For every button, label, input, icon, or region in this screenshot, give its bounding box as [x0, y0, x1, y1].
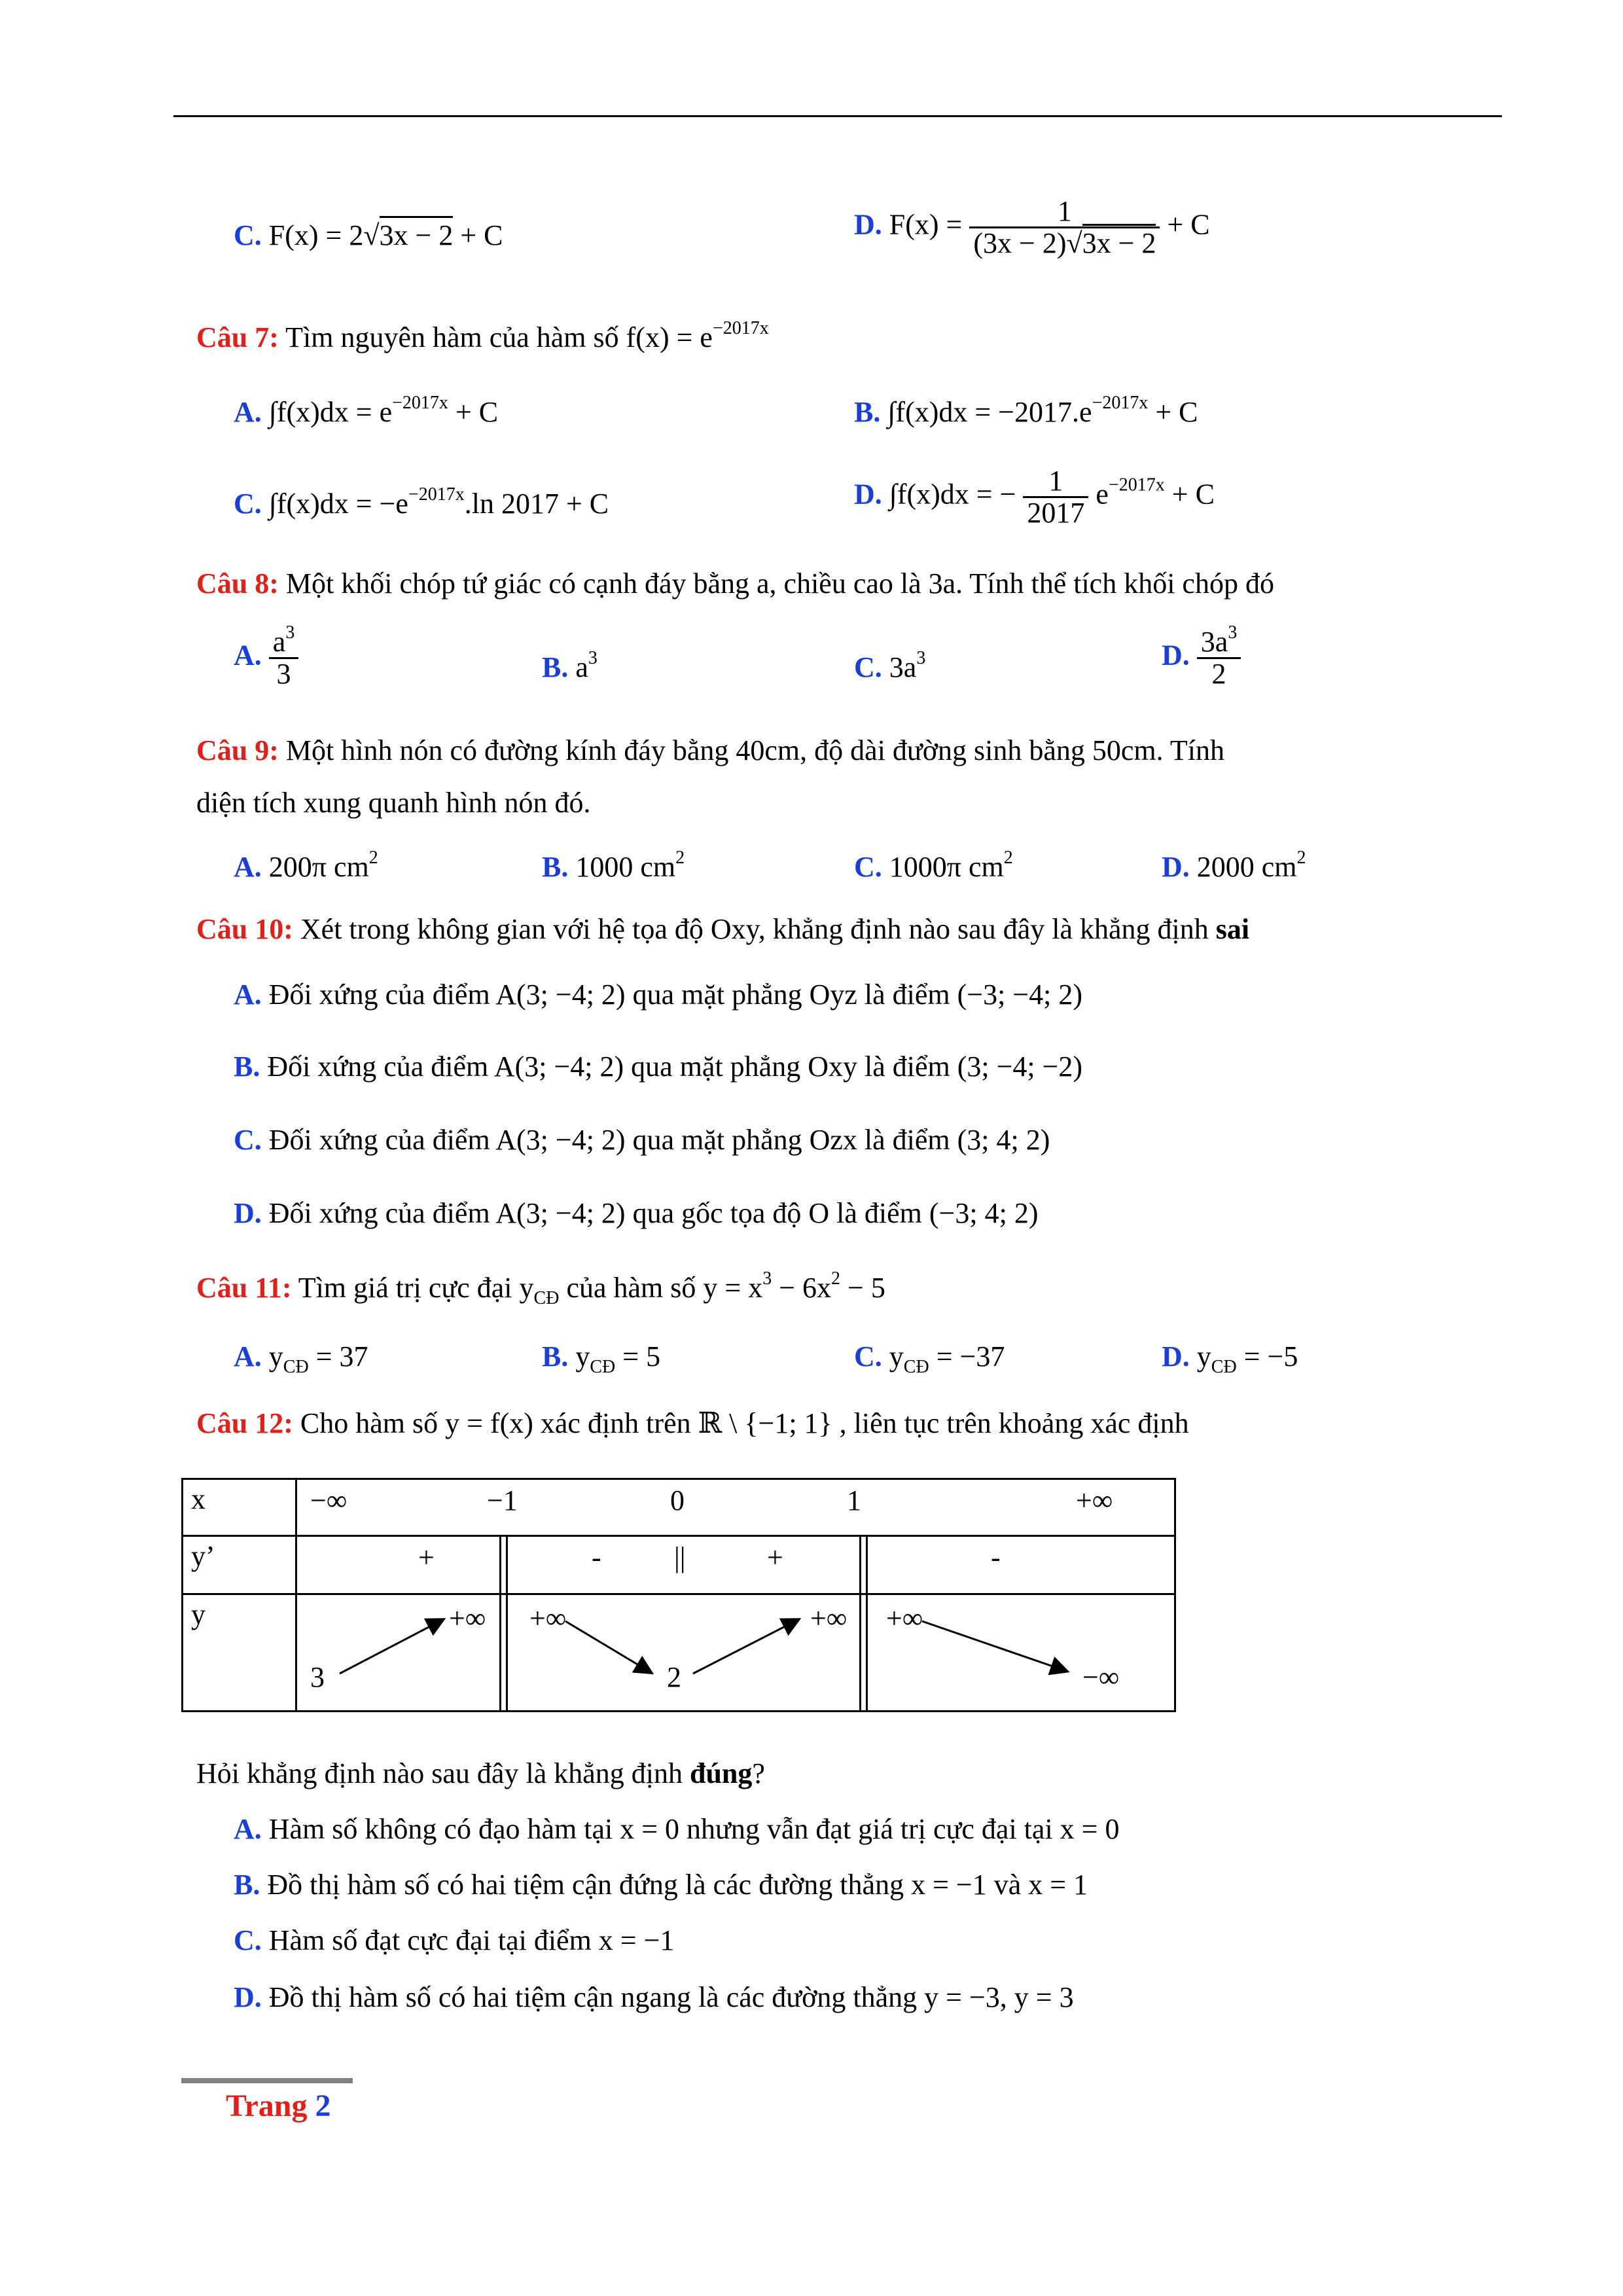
q6-option-d: D. F(x) = $\frac{1}{(3x - 2)√3x - 2}$ + C: [854, 195, 1210, 259]
variation-arrows: [297, 1595, 1174, 1710]
q12-option-c: C. Hàm số đạt cực đại tại điểm x = −1: [234, 1924, 675, 1956]
x-value: 1: [847, 1484, 861, 1516]
q6-d-fraction: $\frac{1}{(3x - 2)√3x - 2}$: [969, 196, 1160, 259]
yp-sign: +: [767, 1541, 783, 1573]
yp-sign: -: [592, 1541, 601, 1573]
q10-stem: Câu 10: Xét trong không gian với hệ tọa độ Oxy, khẳng định nào sau đây là khẳng định sai: [196, 913, 1250, 945]
arrow-decreasing: [565, 1621, 651, 1672]
q9-option-a: A. 200π $cm^2$: [234, 848, 378, 883]
q10-option-d: D. Đối xứng của điểm A(3; −4; 2) qua gốc tọa độ O là điểm (−3; 4; 2): [234, 1197, 1039, 1229]
footer-bar: [181, 2078, 353, 2083]
double-bar: [506, 1537, 508, 1593]
q7-option-a: A. $\int f(x)dx = e^{-2017x} + C$: [234, 393, 499, 428]
q10-option-c: C. Đối xứng của điểm A(3; −4; 2) qua mặt phẳng Ozx là điểm (3; 4; 2): [234, 1124, 1050, 1156]
q9-option-d: D. 2000 $cm^2$: [1162, 848, 1306, 883]
q7-option-b: B. $\int f(x)dx = -2017.e^{-2017x} + C$: [854, 393, 1198, 428]
q7-stem: Câu 7: Tìm nguyên hàm của hàm số $f(x) = e^{-2017x}$: [196, 318, 769, 353]
yp-sign: -: [991, 1541, 1001, 1573]
q12-option-b: B. Đồ thị hàm số có hai tiệm cận đứng là các đường thẳng x = −1 và x = 1: [234, 1869, 1088, 1901]
q8-option-a: A. $\frac{a^3}{3}$: [234, 627, 298, 689]
q11-option-a: A. $y_{CĐ} = 37$: [234, 1340, 368, 1377]
y-value: +∞: [529, 1602, 567, 1634]
q12-option-d: D. Đồ thị hàm số có hai tiệm cận ngang là các đường thẳng y = −3, y = 3: [234, 1981, 1074, 2013]
q9-stem: Câu 9: Một hình nón có đường kính đáy bằng 40cm, độ dài đường sinh bằng 50cm. Tính: [196, 734, 1224, 766]
table-row-y-label: y: [183, 1594, 296, 1712]
x-value: 0: [670, 1484, 685, 1516]
page-number: Trang 2: [226, 2089, 331, 2123]
q9-stem-line2: diện tích xung quanh hình nón đó.: [196, 787, 591, 819]
q9-option-c: C. 1000π $cm^2$: [854, 848, 1013, 883]
yp-sign: +: [418, 1541, 435, 1573]
double-bar: [859, 1537, 861, 1593]
x-value: +∞: [1076, 1484, 1113, 1516]
x-value: −1: [487, 1484, 518, 1516]
y-value: −∞: [1082, 1661, 1120, 1693]
q12-option-a: A. Hàm số không có đạo hàm tại x = 0 nhưng vẫn đạt giá trị cực đại tại x = 0: [234, 1813, 1120, 1845]
variation-table: [181, 1478, 1176, 1712]
arrow-increasing: [340, 1620, 442, 1674]
double-bar: [866, 1537, 868, 1593]
y-value: +∞: [810, 1602, 847, 1634]
q8-option-b: B. $a^3$: [542, 648, 597, 683]
table-row-x: [296, 1479, 1175, 1536]
q6-option-c: C. F(x) = 2√3x − 2 + C: [234, 216, 503, 255]
q11-stem: Câu 11: Tìm giá trị cực đại $y_{CĐ}$ của hàm số $y = x^3 - 6x^2 - 5$: [196, 1268, 885, 1308]
y-value: +∞: [449, 1602, 486, 1634]
q10-option-b: B. Đối xứng của điểm A(3; −4; 2) qua mặt phẳng Oxy là điểm (3; −4; −2): [234, 1050, 1083, 1083]
table-row-yp-label: y’: [183, 1536, 296, 1594]
yp-sign: ||: [674, 1541, 686, 1573]
q7-option-d: D. ∫f(x)dx = − $\frac{1}{2017}$ $e^{-2017x} + C$: [854, 465, 1215, 529]
q7-option-c: C. $\int f(x)dx = -e^{-2017x}.\ln$ 2017 + C: [234, 484, 609, 520]
q12-question: Hỏi khẳng định nào sau đây là khẳng định đúng?: [196, 1757, 765, 1789]
q8-option-d: D. $\frac{3a^3}{2}$: [1162, 627, 1241, 689]
q12-stem: Câu 12: Cho hàm số y = f(x) xác định trên ℝ \ {−1; 1} , liên tục trên khoảng xác định: [196, 1407, 1189, 1439]
x-value: −∞: [310, 1484, 348, 1516]
q11-option-d: D. $y_{CĐ} = -5$: [1162, 1340, 1298, 1377]
q11-option-c: C. $y_{CĐ} = -37$: [854, 1340, 1005, 1377]
table-row-y: [296, 1594, 1175, 1712]
table-row-x-label: x: [183, 1479, 296, 1536]
table-row-yp: [296, 1536, 1175, 1594]
y-value: 2: [667, 1661, 681, 1693]
q8-option-c: C. $3a^3$: [854, 648, 926, 683]
arrow-decreasing: [922, 1621, 1066, 1671]
q9-option-b: B. 1000 $cm^2$: [542, 848, 685, 883]
q8-stem: Câu 8: Một khối chóp tứ giác có cạnh đáy bằng a, chiều cao là 3a. Tính thể tích khối chóp đó: [196, 567, 1274, 600]
header-rule: [173, 115, 1502, 117]
y-value: 3: [310, 1661, 325, 1693]
arrow-increasing: [693, 1620, 798, 1674]
y-value: +∞: [886, 1602, 923, 1634]
q10-option-a: A. Đối xứng của điểm A(3; −4; 2) qua mặt phẳng Oyz là điểm (−3; −4; 2): [234, 978, 1083, 1011]
q11-option-b: B. $y_{CĐ} = 5$: [542, 1340, 661, 1377]
double-bar: [499, 1537, 501, 1593]
